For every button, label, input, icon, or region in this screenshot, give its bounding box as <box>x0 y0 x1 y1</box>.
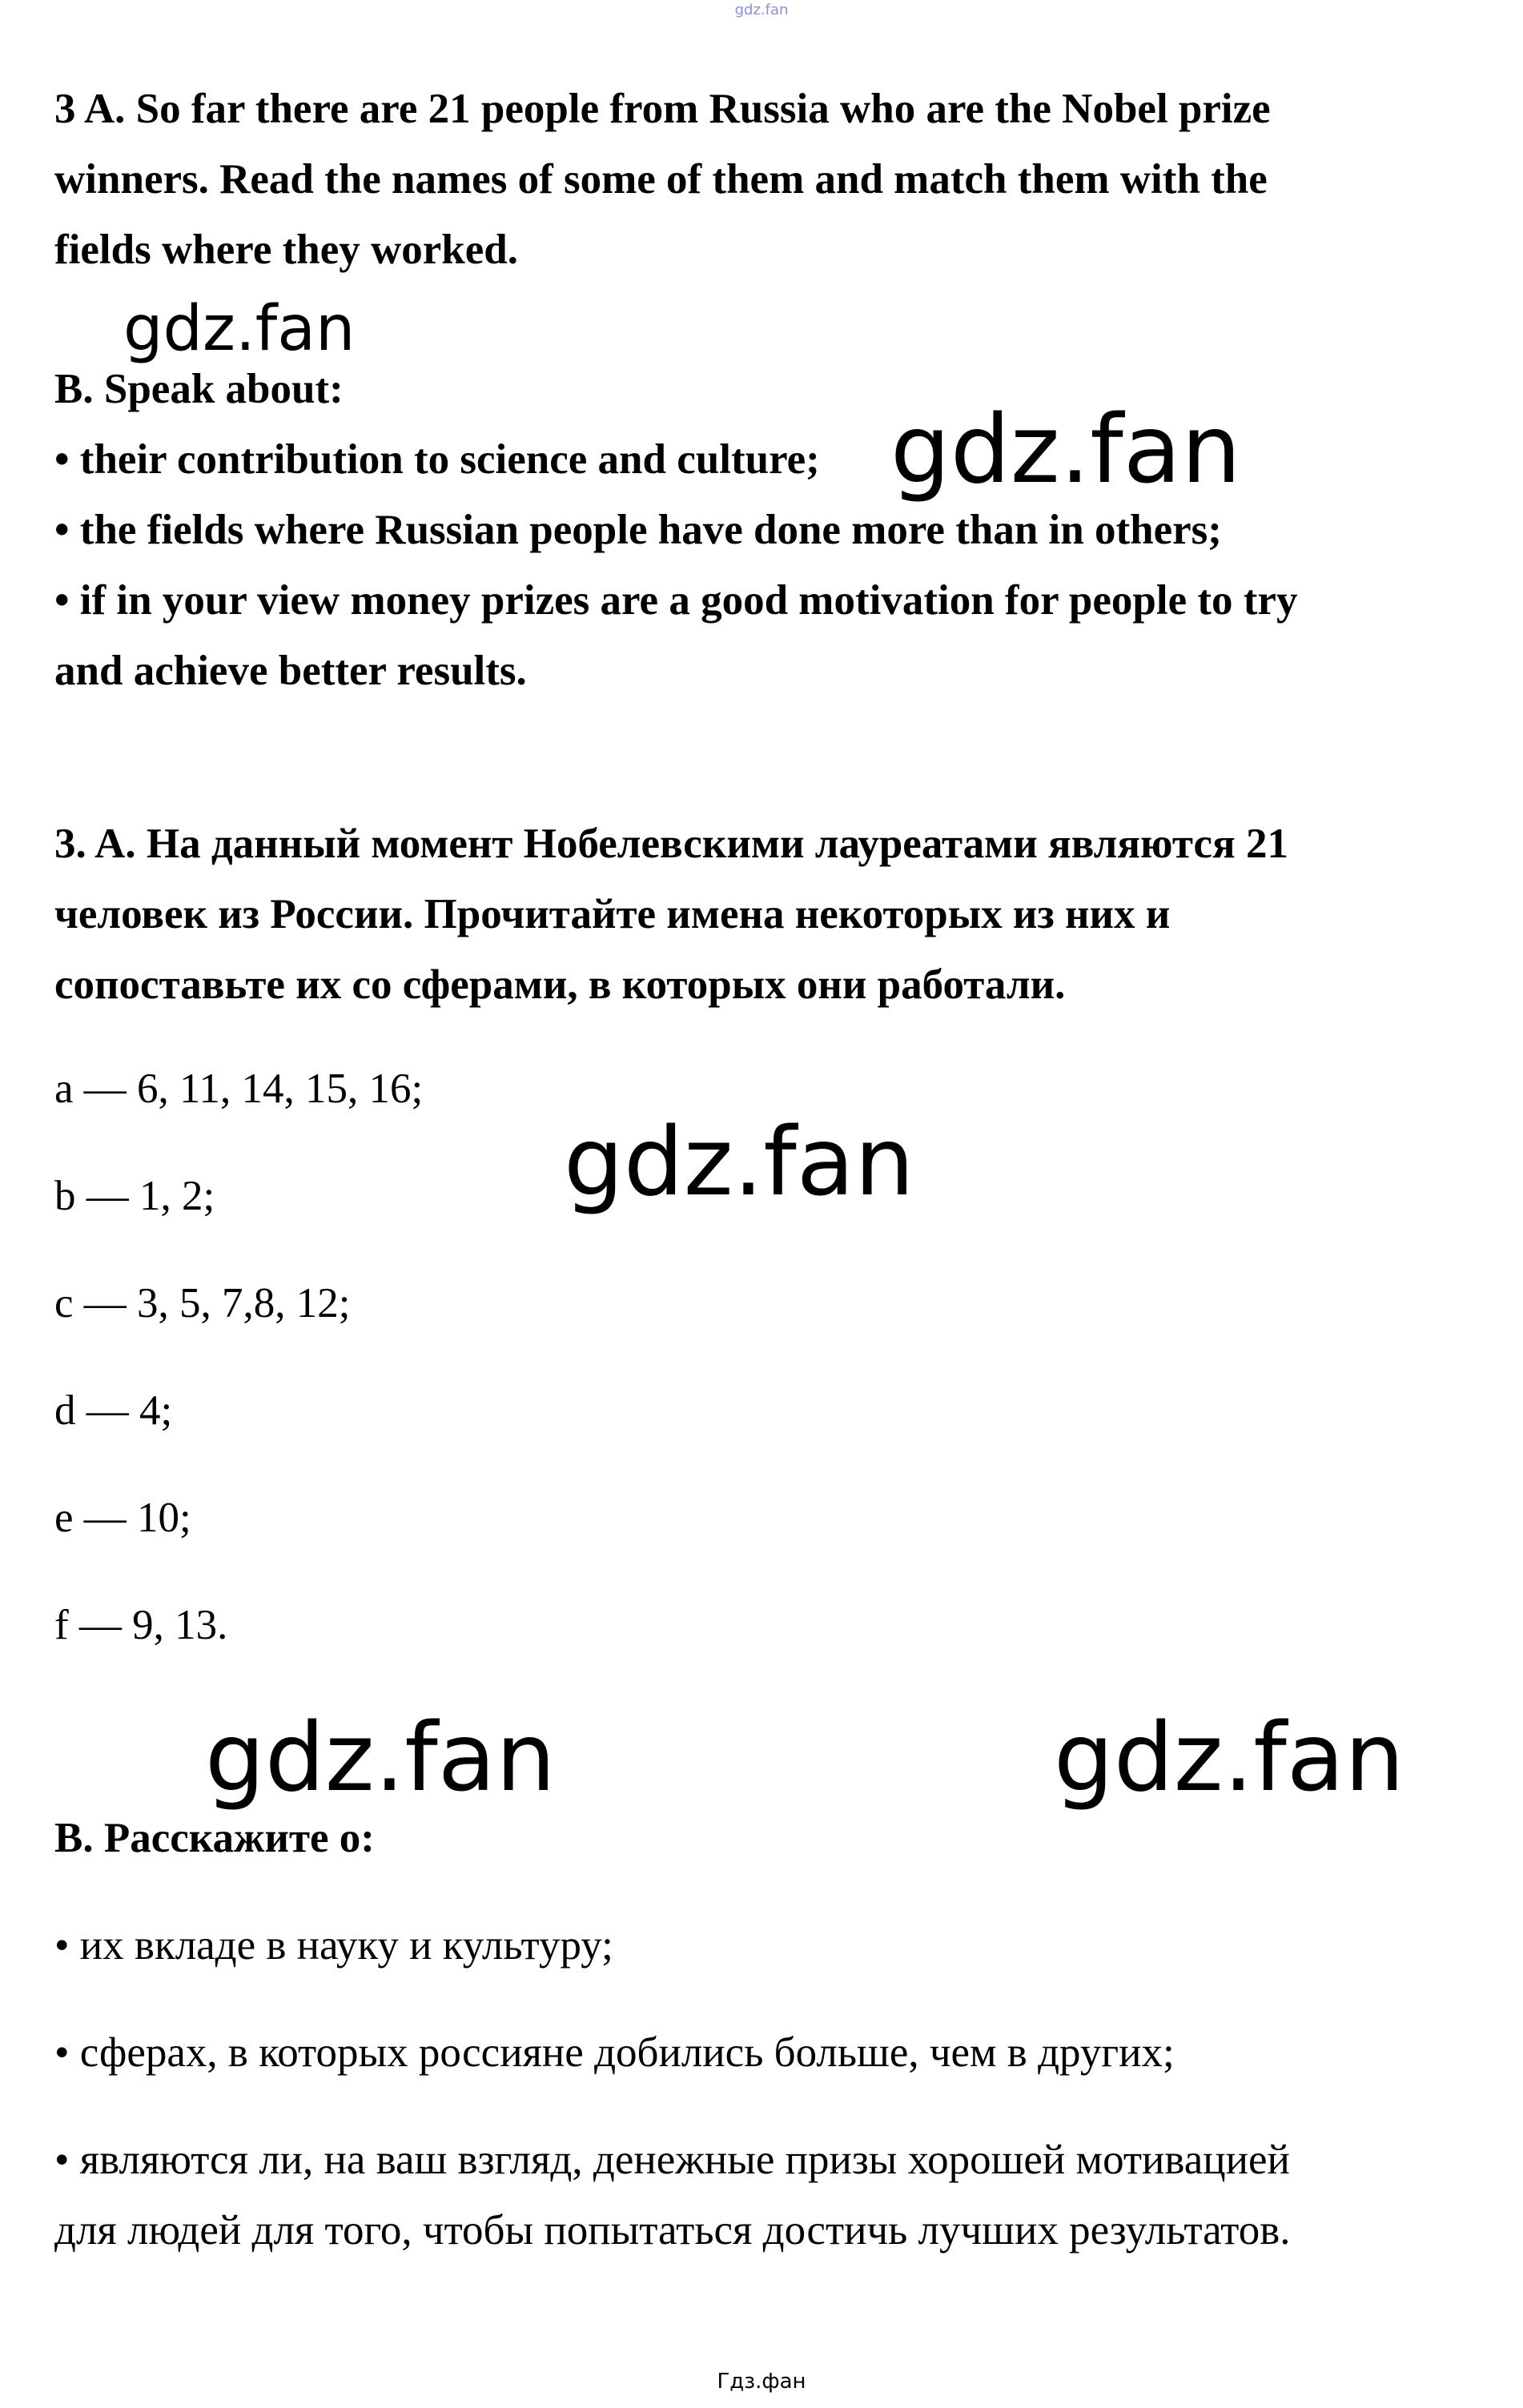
english-task-b-item-3: • if in your view money prizes are a good motivation for people to try <box>54 577 1298 624</box>
english-task-a-line-1: 3 A. So far there are 21 people from Russia who are the Nobel prize <box>54 86 1271 132</box>
english-task-b-item-1: • their contribution to science and culture; <box>54 436 820 483</box>
footer-site-name: Гдз.фан <box>717 2370 806 2394</box>
watermark-5: gdz.fan <box>1054 1702 1404 1812</box>
answer-b: b — 1, 2; <box>54 1173 215 1219</box>
watermark-3: gdz.fan <box>564 1106 914 1217</box>
answer-a: a — 6, 11, 14, 15, 16; <box>54 1066 424 1112</box>
answer-d: d — 4; <box>54 1387 173 1434</box>
english-task-b-title: B. Speak about: <box>54 366 344 412</box>
russian-task-b-item-3: • являются ли, на ваш взгляд, денежные призы хорошей мотивацией <box>54 2137 1290 2183</box>
watermark-4: gdz.fan <box>205 1702 556 1812</box>
answer-c: c — 3, 5, 7,8, 12; <box>54 1280 351 1326</box>
russian-task-b-item-3-cont: для людей для того, чтобы попытаться достичь лучших результатов. <box>54 2207 1291 2253</box>
watermark-2: gdz.fan <box>890 394 1241 504</box>
answer-f: f — 9, 13. <box>54 1602 228 1648</box>
answer-e: e — 10; <box>54 1495 191 1541</box>
russian-task-a-line-1: 3. A. На данный момент Нобелевскими лауреатами являются 21 <box>54 821 1288 867</box>
russian-task-b-item-1: • их вкладе в науку и культуру; <box>54 1922 613 1969</box>
english-task-a-line-3: fields where they worked. <box>54 227 519 273</box>
russian-task-b-item-2: • сферах, в которых россияне добились больше, чем в других; <box>54 2029 1175 2076</box>
russian-task-a-line-2: человек из России. Прочитайте имена некоторых из них и <box>54 891 1171 937</box>
top-watermark: gdz.fan <box>734 2 789 18</box>
russian-task-b-title: B. Расскажите о: <box>54 1815 375 1861</box>
english-task-b-item-3-cont: and achieve better results. <box>54 648 527 694</box>
english-task-b-item-2: • the fields where Russian people have done more than in others; <box>54 507 1222 553</box>
english-task-a-line-2: winners. Read the names of some of them and match them with the <box>54 156 1268 203</box>
russian-task-a-line-3: сопоставьте их со сферами, в которых они работали. <box>54 961 1066 1008</box>
watermark-1: gdz.fan <box>123 293 356 365</box>
